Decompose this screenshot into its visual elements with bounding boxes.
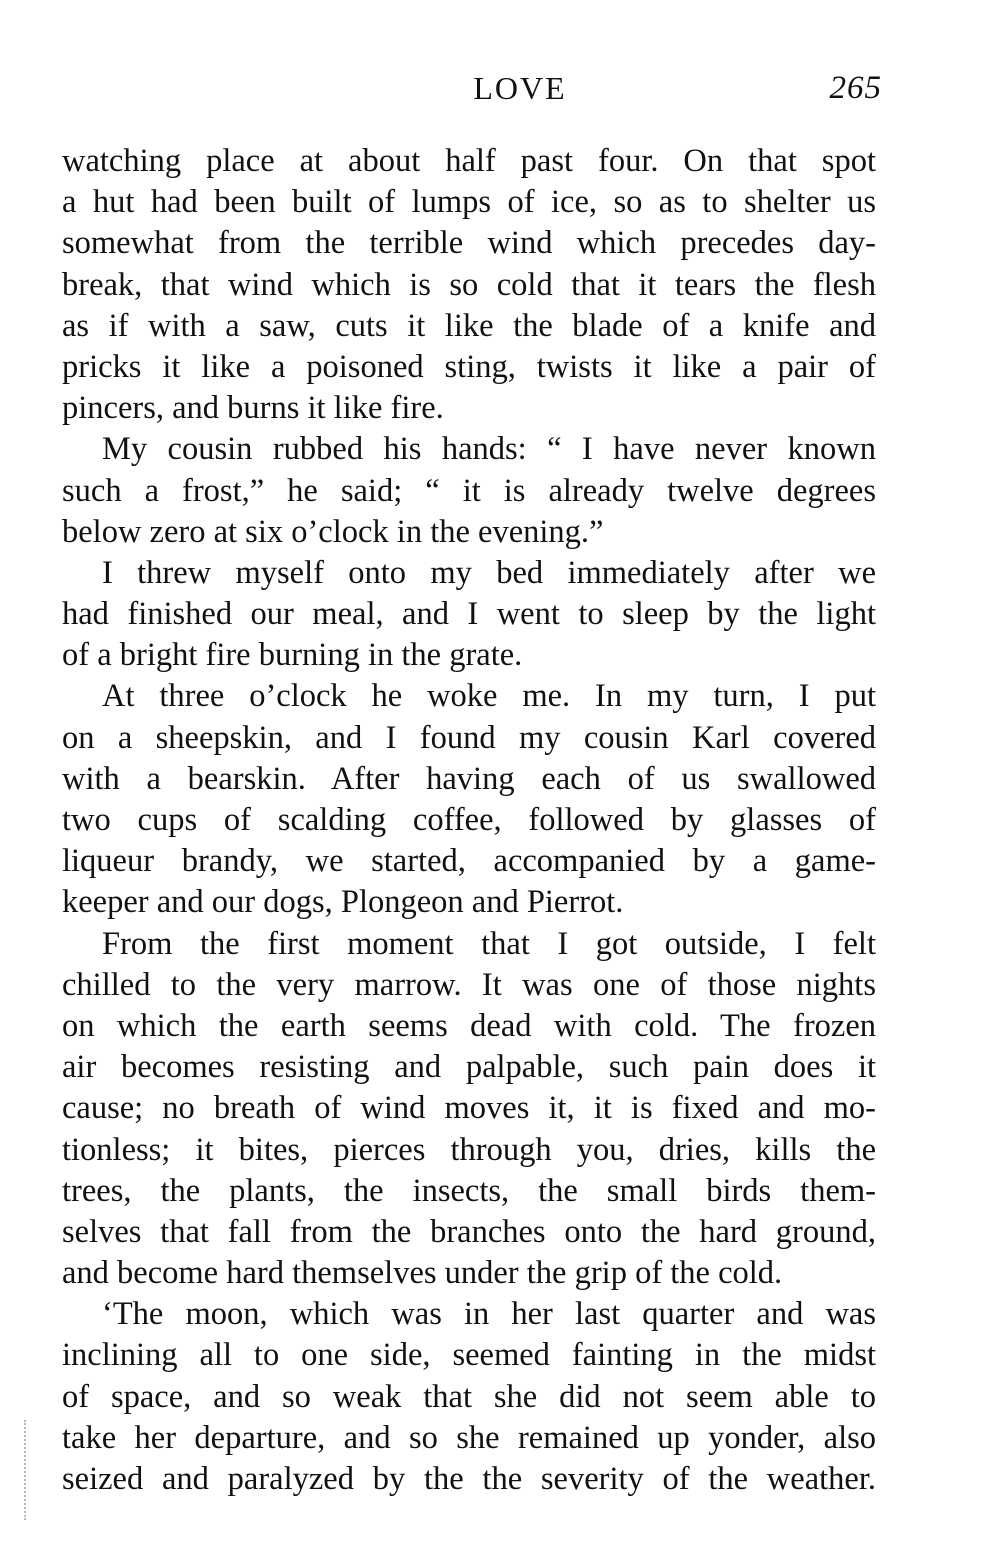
text-line: below zero at six o’clock in the evening.” xyxy=(62,513,604,550)
text-line: tionless; it bites, pierces through you, dries, kills the xyxy=(62,1131,876,1168)
text-line: as if with a saw, cuts it like the blade of a knife and xyxy=(62,307,876,344)
text-line: had finished our meal, and I went to sleep by the light xyxy=(62,596,876,633)
text-line: cause; no breath of wind moves it, it is fixed and mo- xyxy=(62,1090,876,1127)
running-head xyxy=(0,70,1000,118)
gutter-mark xyxy=(24,1420,26,1520)
text-line: take her departure, and so she remained up yonder, also xyxy=(62,1419,876,1456)
text-line: pincers, and burns it like fire. xyxy=(62,390,444,427)
text-line: air becomes resisting and palpable, such pain does it xyxy=(62,1049,876,1086)
text-line: inclining all to one side, seemed fainting in the midst xyxy=(62,1337,876,1374)
text-line: liqueur brandy, we started, accompanied by a game- xyxy=(62,843,876,880)
text-line: ‘The moon, which was in her last quarter and was xyxy=(102,1296,876,1333)
page-number: 265 xyxy=(829,70,882,106)
text-line: and become hard themselves under the grip of the cold. xyxy=(62,1255,783,1292)
text-line: My cousin rubbed his hands: “ I have never known xyxy=(102,431,876,468)
text-line: on a sheepskin, and I found my cousin Karl covered xyxy=(62,719,876,756)
text-line: pricks it like a poisoned sting, twists it like a pair of xyxy=(62,348,876,385)
text-line: chilled to the very marrow. It was one of those nights xyxy=(62,966,876,1003)
text-line: somewhat from the terrible wind which precedes day- xyxy=(62,225,876,262)
text-line: on which the earth seems dead with cold. The frozen xyxy=(62,1007,876,1044)
text-line: selves that fall from the branches onto the hard ground, xyxy=(62,1213,876,1250)
text-line: I threw myself onto my bed immediately after we xyxy=(102,554,876,591)
text-line: trees, the plants, the insects, the small birds them- xyxy=(62,1172,876,1209)
text-line: such a frost,” he said; “ it is already twelve degrees xyxy=(62,472,876,509)
text-line: two cups of scalding coffee, followed by glasses of xyxy=(62,802,876,838)
text-line: At three o’clock he woke me. In my turn, I put xyxy=(102,678,876,715)
text-line: From the first moment that I got outside, I felt xyxy=(102,925,876,962)
text-line: a hut had been built of lumps of ice, so as to shelter us xyxy=(62,184,876,221)
text-line: with a bearskin. After having each of us swallowed xyxy=(62,760,876,797)
text-line: watching place at about half past four. On that spot xyxy=(62,143,876,179)
text-line: of a bright fire burning in the grate. xyxy=(62,637,523,674)
text-line: break, that wind which is so cold that it tears the flesh xyxy=(62,266,876,303)
running-title: LOVE xyxy=(473,70,567,106)
text-line: of space, and so weak that she did not seem able to xyxy=(62,1378,876,1415)
text-line: seized and paralyzed by the the severity of the weather. xyxy=(62,1461,876,1497)
text-line: keeper and our dogs, Plongeon and Pierrot. xyxy=(62,884,624,921)
body-text xyxy=(62,141,876,1500)
